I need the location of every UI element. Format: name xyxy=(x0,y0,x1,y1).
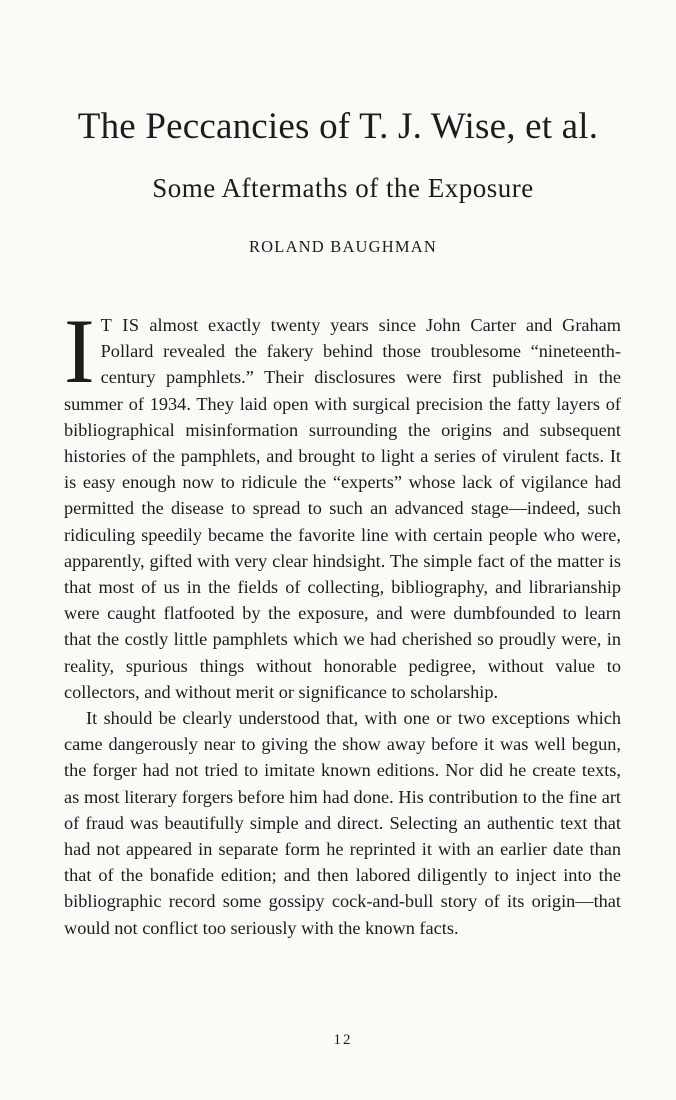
page-number: 12 xyxy=(333,1032,353,1048)
paragraph-1 xyxy=(64,300,621,705)
opening-caps: T IS xyxy=(100,315,140,335)
article-subtitle: Some Aftermaths of the Exposure xyxy=(152,173,534,203)
paragraph-2: It should be clearly understood that, with one or two exceptions which came dangerously near to giving the show away before it was well begun, the forger had not tried to imitate known editions. Nor did he create texts, as most literary forgers before him had done. His contribution to the fine art of fraud was beautifully simple and direct. Selecting an authentic text that had not appeared in separate form he reprinted it with an earlier date than that of the bonafide edition; and then labored diligently to inject into the bibliographic record some gossipy cock-and-bull story of its origin—that would not conflict too seriously with the known facts. xyxy=(64,708,621,938)
article-author: ROLAND BAUGHMAN xyxy=(248,237,438,256)
article-body xyxy=(64,300,621,941)
drop-cap: I xyxy=(64,300,95,402)
article-title: The Peccancies of T. J. Wise, et al. xyxy=(77,106,599,147)
paragraph-1-text: almost exactly twenty years since John Carter and Graham Pollard revealed the fakery behind those troublesome “nineteenth-century pamphlets.” Their disclosures were first published in the summer of 1934. They laid open with surgical precision the fatty layers of bibliographical misinformation surrounding the origins and subsequent histories of the pamphlets, and brought to light a series of virulent facts. It is easy enough now to ridicule the “experts” whose lack of vigilance had permitted the disease to spread to such an advanced stage—indeed, such ridiculing speedily became the favorite line with certain people who were, apparently, gifted with very clear hindsight. The simple fact of the matter is that most of us in the fields of collecting, bibliography, and librarianship were caught flatfooted by the exposure, and were dumbfounded to learn that the costly little pamphlets which we had cherished so proudly were, in reality, spurious things without honorable pedigree, without value to collectors, and without merit or significance to scholarship. xyxy=(64,315,621,702)
